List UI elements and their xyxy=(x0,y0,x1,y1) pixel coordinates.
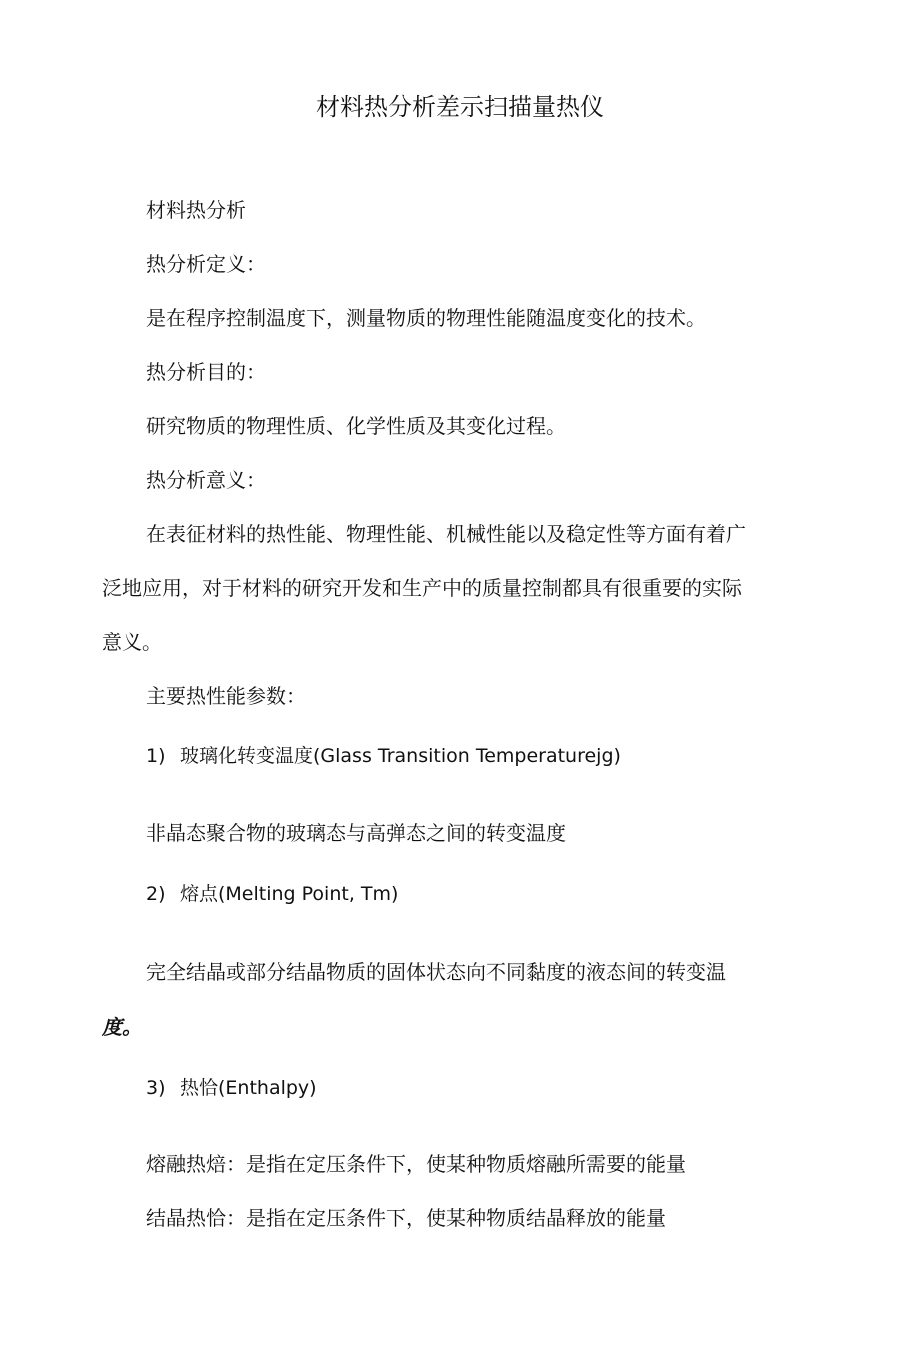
list-text: 玻璃化转变温度(Glass Transition Temperaturejg) xyxy=(180,745,621,767)
paragraph: 研究物质的物理性质、化学性质及其变化过程。 xyxy=(146,414,566,438)
list-item xyxy=(146,882,398,906)
paragraph: 意义。 xyxy=(102,630,162,654)
list-number: 1) xyxy=(146,745,166,767)
list-number: 3) xyxy=(146,1077,166,1099)
paragraph: 热分析定义： xyxy=(146,252,266,276)
list-text: 热恰(Enthalpy) xyxy=(180,1077,317,1099)
list-text: 熔点(Melting Point, Tm) xyxy=(180,883,399,905)
paragraph: 泛地应用，对于材料的研究开发和生产中的质量控制都具有很重要的实际 xyxy=(102,576,742,600)
paragraph: 熔融热焙：是指在定压条件下，使某种物质熔融所需要的能量 xyxy=(146,1152,686,1176)
paragraph: 材料热分析 xyxy=(146,198,246,222)
list-item xyxy=(146,1076,317,1100)
paragraph: 热分析目的： xyxy=(146,360,266,384)
document-title: 材料热分析差示扫描量热仪 xyxy=(316,93,604,121)
paragraph: 主要热性能参数： xyxy=(146,684,306,708)
paragraph: 非晶态聚合物的玻璃态与高弹态之间的转变温度 xyxy=(146,821,566,845)
paragraph: 结晶热恰：是指在定压条件下，使某种物质结晶释放的能量 xyxy=(146,1206,666,1230)
paragraph: 热分析意义： xyxy=(146,468,266,492)
list-item xyxy=(146,744,621,768)
paragraph: 完全结晶或部分结晶物质的固体状态向不同黏度的液态间的转变温 xyxy=(146,960,726,984)
paragraph: 度。 xyxy=(102,1015,142,1039)
paragraph: 在表征材料的热性能、物理性能、机械性能以及稳定性等方面有着广 xyxy=(146,522,746,546)
paragraph: 是在程序控制温度下，测量物质的物理性能随温度变化的技术。 xyxy=(146,306,706,330)
list-number: 2) xyxy=(146,883,166,905)
